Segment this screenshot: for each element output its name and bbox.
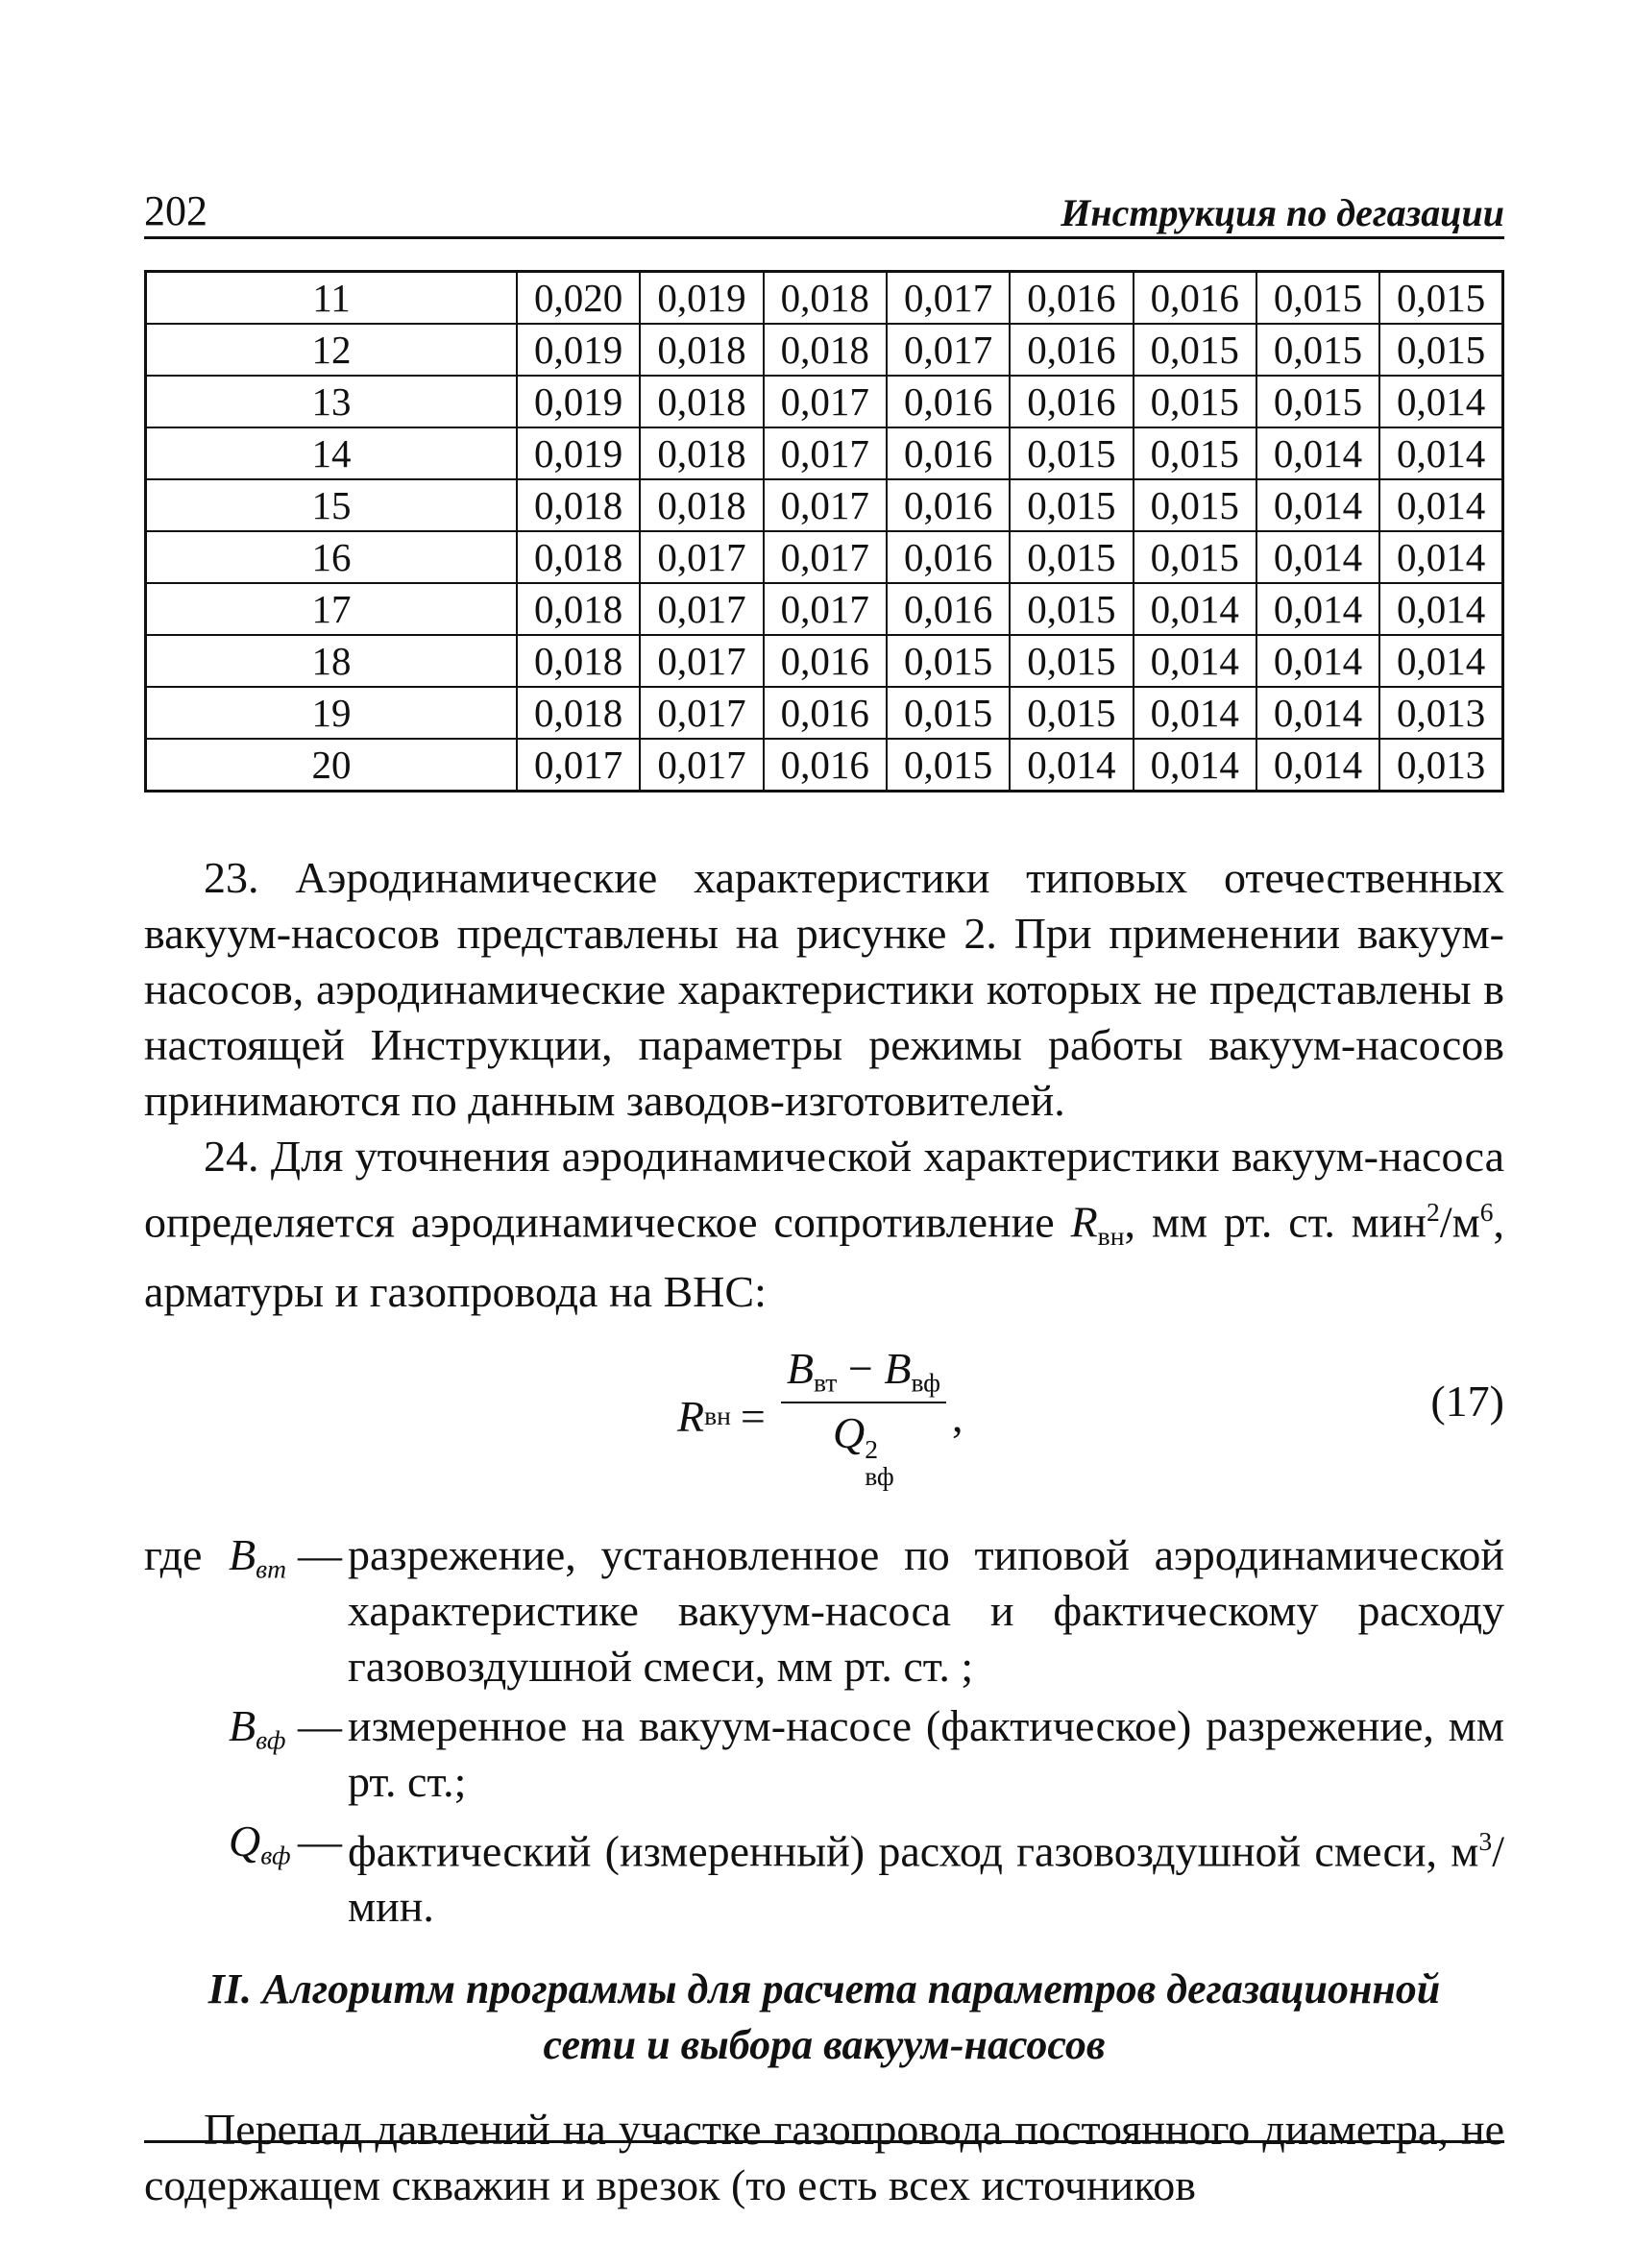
running-header [144,173,1504,239]
table-cell: 0,014 [1379,479,1502,531]
table-cell: 0,017 [640,739,763,792]
table-cell: 0,014 [1010,739,1133,792]
r-vn-subscript: вн [1097,1220,1125,1251]
formula-17 [144,1329,1504,1493]
table-cell: 0,017 [640,635,763,687]
table-cell: 0,014 [1134,687,1256,739]
paragraph-24: 24. Для уточнения аэродинамической характеристики вакуум-насоса определяется аэродинамическое сопротивление $R_{вн}$, мм рт. ст. $мин^2/м^6$, арматуры и газопровода на ВНС: [144,1132,1504,1316]
table-cell: 0,018 [764,272,887,325]
table-cell: 0,015 [887,635,1010,687]
section-heading: II. Алгоритм программы для расчета параметров дегазационной сети и выбора вакуум-насосов [207,1965,1441,2069]
table-cell: 0,017 [887,324,1010,376]
table-cell: 0,015 [1379,272,1502,325]
running-title: Инструкция по дегазации [1061,191,1504,234]
table-cell: 0,018 [640,427,763,479]
final-paragraph: Перепад давлений на участке газопровода постоянного диаметра, не содержащем скважин и врезок (то есть всех источников [144,2105,1504,2210]
table-cell: 0,015 [1256,324,1379,376]
table-cell: 0,014 [1256,531,1379,583]
table-cell: 0,018 [517,635,640,687]
table-cell: 0,018 [640,376,763,427]
table-cell: 0,018 [517,583,640,635]
table-cell: 0,015 [1134,376,1256,427]
table-row [146,479,1503,531]
table-cell: 0,019 [517,427,640,479]
row-key: 20 [146,739,518,792]
table-cell: 0,016 [1134,272,1256,325]
table-cell: 0,017 [764,376,887,427]
table-cell: 0,017 [640,583,763,635]
table-cell: 0,016 [887,376,1010,427]
row-key: 17 [146,583,518,635]
table-cell: 0,015 [1134,324,1256,376]
table-cell: 0,016 [764,687,887,739]
table-row [146,739,1503,792]
table-cell: 0,017 [887,272,1010,325]
page-number: 202 [144,187,207,234]
table-cell: 0,014 [1379,635,1502,687]
table-cell: 0,017 [764,531,887,583]
row-key: 11 [146,272,518,325]
table-cell: 0,014 [1379,583,1502,635]
table-cell: 0,015 [1256,376,1379,427]
table-cell: 0,019 [640,272,763,325]
table-cell: 0,015 [1010,531,1133,583]
table-cell: 0,015 [1010,427,1133,479]
paragraph-23: 23. Аэродинамические характеристики типовых отечественных вакуум-насосов представлены на рисунке 2. При применении вакуум-насосов, аэродинамические характеристики которых не представлены в настоящей Инструкции, параметры режимы работы вакуум-насосов принимаются по данным заводов-изготовителей. [144,853,1504,1125]
table-cell: 0,015 [1010,635,1133,687]
table-cell: 0,014 [1379,376,1502,427]
table-cell: 0,015 [887,687,1010,739]
table-cell: 0,014 [1256,739,1379,792]
table-cell: 0,017 [640,531,763,583]
table-cell: 0,015 [1010,687,1133,739]
table-cell: 0,018 [517,687,640,739]
equation-number: (17) [1430,1376,1504,1426]
table-cell: 0,013 [1379,687,1502,739]
row-key: 18 [146,635,518,687]
table-cell: 0,016 [1010,272,1133,325]
table-cell: 0,018 [764,324,887,376]
table-cell: 0,017 [764,427,887,479]
table-row [146,583,1503,635]
table-cell: 0,018 [640,324,763,376]
table-row [146,376,1503,427]
table-row [146,531,1503,583]
table-cell: 0,016 [887,479,1010,531]
table-cell: 0,016 [1010,324,1133,376]
table-cell: 0,015 [1134,427,1256,479]
table-row [146,687,1503,739]
table-cell: 0,013 [1379,739,1502,792]
table-cell: 0,016 [887,531,1010,583]
definition-b-vt: где $B_{вт}$ — разрежение, установленное по типовой аэродинамической характеристике вакуум-насоса и фактическому расходу газовоздушной смеси, мм рт. ст. ; [144,1529,1504,1691]
table-cell: 0,016 [1010,376,1133,427]
variable-definitions [144,1527,1504,1936]
page [144,173,1504,2213]
formula-fraction [781,1343,946,1489]
table-cell: 0,014 [1256,583,1379,635]
table-cell: 0,014 [1379,531,1502,583]
row-key: 15 [146,479,518,531]
table-cell: 0,014 [1379,427,1502,479]
table-cell: 0,016 [887,427,1010,479]
r-vn-symbol: R [1070,1197,1098,1247]
table-cell: 0,018 [517,479,640,531]
formula-numerator: $B_{вт} - B_{вф}$ [781,1343,946,1403]
table-cell: 0,017 [764,479,887,531]
table-cell: 0,015 [887,739,1010,792]
row-key: 19 [146,687,518,739]
table-cell: 0,020 [517,272,640,325]
table-cell: 0,015 [1134,479,1256,531]
table-row [146,635,1503,687]
row-key: 12 [146,324,518,376]
row-key: 16 [146,531,518,583]
table-cell: 0,014 [1256,427,1379,479]
table-row [146,427,1503,479]
table-cell: 0,018 [640,479,763,531]
definition-b-vf: $B_{вф}$ — измеренное на вакуум-насосе (фактическое) разрежение, мм рт. ст.; [229,1700,1504,1806]
table-cell: 0,017 [517,739,640,792]
table-cell: 0,015 [1256,272,1379,325]
table-cell: 0,014 [1256,635,1379,687]
table-cell: 0,016 [764,635,887,687]
table-cell: 0,016 [764,739,887,792]
definition-q-vf: $Q_{вф}$ — фактический (измеренный) расход газовоздушной смеси, $м^3$/мин. [229,1816,1504,1932]
table-cell: 0,015 [1134,531,1256,583]
formula-denominator: Q 2 вф [833,1408,894,1491]
table-row [146,272,1503,325]
table-cell: 0,014 [1134,635,1256,687]
formula-expression: R вн = $B_{вт} - B_{вф}$ Q 2 вф , [677,1343,963,1491]
row-key: 14 [146,427,518,479]
table-cell: 0,014 [1256,687,1379,739]
table-cell: 0,015 [1010,583,1133,635]
coefficient-table [144,270,1504,793]
table-cell: 0,015 [1379,324,1502,376]
table-cell: 0,014 [1256,479,1379,531]
table-cell: 0,014 [1134,739,1256,792]
table-cell: 0,015 [1010,479,1133,531]
table-row [146,324,1503,376]
table-cell: 0,018 [517,531,640,583]
table-cell: 0,016 [887,583,1010,635]
table-cell: 0,017 [764,583,887,635]
table-cell: 0,014 [1134,583,1256,635]
bottom-rule [144,2140,1504,2143]
row-key: 13 [146,376,518,427]
table-cell: 0,017 [640,687,763,739]
table-cell: 0,019 [517,324,640,376]
table-cell: 0,019 [517,376,640,427]
